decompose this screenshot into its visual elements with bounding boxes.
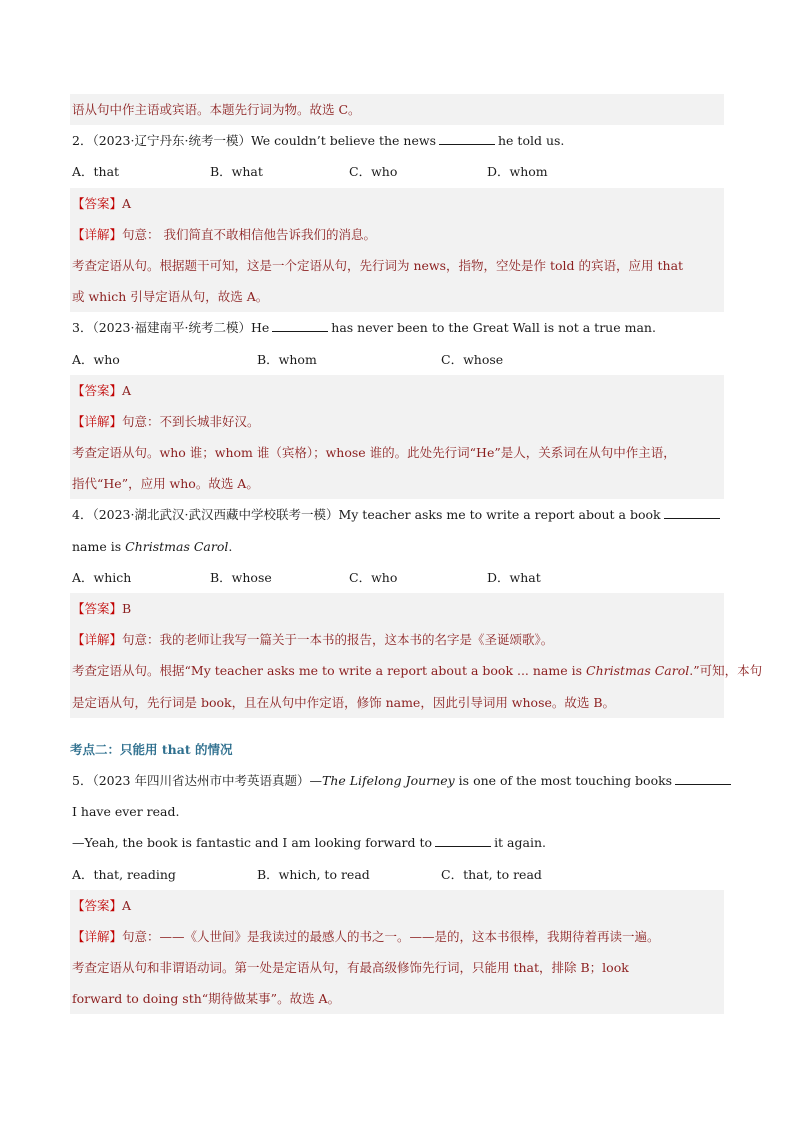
q4-detail-3: 是定语从句，先行词是 book，且在从句中作定语，修饰 name，因此引导词用 whose。故选 B。 bbox=[70, 687, 724, 718]
q5-stem-post: is one of the most touching books bbox=[454, 772, 673, 788]
q3-blank bbox=[272, 319, 328, 332]
q5-detail-label: 【详解】 bbox=[72, 928, 123, 944]
q5-detail-1-text: 句意：——《人世间》是我读过的最感人的书之一。——是的，这本书很棒，我期待着再读一遍。 bbox=[122, 928, 660, 944]
q5-book-title: The Lifelong Journey bbox=[322, 772, 455, 788]
q2-stem-post: he told us. bbox=[498, 133, 565, 149]
q5-option-c: C．that, to read bbox=[441, 866, 542, 882]
q2-option-b: B．what bbox=[210, 164, 263, 180]
q5-options bbox=[70, 859, 724, 890]
q2-detail-3: 或 which 引导定语从句，故选 A。 bbox=[70, 281, 724, 312]
q4-detail-1 bbox=[70, 624, 724, 655]
q5-detail-3: forward to doing sth“期待做某事”。故选 A。 bbox=[70, 983, 724, 1014]
q4-stem-l2-pre: name is bbox=[72, 538, 126, 554]
q2-detail-1-text: 句意： 我们简直不敢相信他告诉我们的消息。 bbox=[122, 226, 376, 242]
q2-option-d: D．whom bbox=[487, 164, 548, 180]
q3-detail-1-text: 句意：不到长城非好汉。 bbox=[122, 413, 260, 429]
q2-option-a: A．that bbox=[72, 164, 120, 180]
q3-stem-post: has never been to the Great Wall is not a true man. bbox=[331, 320, 656, 336]
q2-options bbox=[70, 156, 724, 187]
q2-answer-label: 【答案】 bbox=[72, 195, 123, 211]
q4-detail-2-post: .”可知，本句 bbox=[689, 663, 763, 679]
q5-detail-1 bbox=[70, 921, 724, 952]
q2-answer bbox=[70, 188, 724, 219]
q2-detail-2: 考查定语从句。根据题干可知，这是一个定语从句，先行词为 news，指物，空处是作 told 的宾语，应用 that bbox=[70, 250, 724, 281]
q3-options bbox=[70, 344, 724, 375]
q5-option-a: A．that, reading bbox=[72, 866, 176, 882]
q2-detail-1 bbox=[70, 219, 724, 250]
q5-answer bbox=[70, 890, 724, 921]
q3-detail-label: 【详解】 bbox=[72, 413, 123, 429]
q4-book-title: Christmas Carol bbox=[125, 538, 229, 554]
q3-option-a: A．who bbox=[72, 351, 120, 367]
q5-stem-l3-post: it again. bbox=[494, 835, 546, 851]
q5-option-b: B．which, to read bbox=[257, 866, 370, 882]
q5-answer-label: 【答案】 bbox=[72, 897, 123, 913]
q4-detail-label: 【详解】 bbox=[72, 632, 123, 648]
page bbox=[70, 94, 763, 1014]
q4-detail-2-pre: 考查定语从句。根据“My teacher asks me to write a report about a book ... name is bbox=[72, 663, 586, 679]
q3-option-b: B．whom bbox=[257, 351, 317, 367]
section-heading: 考点二：只能用 that 的情况 bbox=[70, 741, 233, 757]
q3-stem-pre: 3．（2023·福建南平·统考二模）He bbox=[72, 320, 270, 336]
q3-stem bbox=[70, 312, 724, 343]
q4-stem-l2-post: . bbox=[228, 538, 233, 554]
q5-detail-2: 考查定语从句和非谓语动词。第一处是定语从句，有最高级修饰先行词，只能用 that，排除 B；look bbox=[70, 952, 724, 983]
q2-blank bbox=[439, 132, 495, 145]
q4-answer-value: B bbox=[122, 601, 132, 616]
q5-blank-1 bbox=[675, 772, 731, 785]
q4-option-c: C．who bbox=[349, 569, 398, 585]
q5-stem-line-2: I have ever read. bbox=[72, 804, 180, 820]
q3-option-c: C．whose bbox=[441, 351, 504, 367]
q4-answer bbox=[70, 593, 724, 624]
q4-option-d: D．what bbox=[487, 569, 541, 585]
q2-stem bbox=[70, 125, 724, 156]
q4-detail-2 bbox=[70, 655, 763, 686]
q4-detail-1-text: 句意：我的老师让我写一篇关于一本书的报告，这本书的名字是《圣诞颂歌》。 bbox=[122, 632, 554, 648]
q4-stem bbox=[70, 499, 724, 530]
q4-answer-label: 【答案】 bbox=[72, 601, 123, 616]
q4-option-a: A．which bbox=[72, 569, 132, 585]
q4-option-b: B．whose bbox=[210, 569, 272, 585]
q5-answer-value: A bbox=[122, 897, 132, 913]
q1-explanation-tail: 语从句中作主语或宾语。本题先行词为物。故选 C。 bbox=[70, 94, 724, 125]
q4-stem-line-2 bbox=[70, 531, 724, 562]
q3-detail-3: 指代“He”，应用 who。故选 A。 bbox=[70, 468, 724, 499]
q5-blank-2 bbox=[435, 834, 491, 847]
q3-answer bbox=[70, 375, 724, 406]
q2-answer-value: A bbox=[122, 195, 132, 211]
q5-stem-pre: 5．（2023 年四川省达州市中考英语真题）— bbox=[72, 772, 322, 788]
q3-detail-2: 考查定语从句。who 谁；whom 谁（宾格）；whose 谁的。此处先行词“He”是人，关系词在从句中作主语， bbox=[70, 437, 724, 468]
q2-detail-label: 【详解】 bbox=[72, 226, 123, 242]
q3-detail-1 bbox=[70, 406, 724, 437]
q3-answer-value: A bbox=[122, 382, 132, 398]
q2-option-c: C．who bbox=[349, 164, 398, 180]
q4-blank bbox=[664, 506, 720, 519]
q5-stem-l3-pre: —Yeah, the book is fantastic and I am looking forward to bbox=[72, 835, 433, 851]
q5-stem-line-3 bbox=[70, 827, 724, 858]
q4-options bbox=[70, 562, 724, 593]
q4-stem-pre: 4．（2023·湖北武汉·武汉西藏中学校联考一模）My teacher asks me to write a report about a book bbox=[72, 507, 661, 523]
q4-detail-2-title: Christmas Carol bbox=[586, 663, 690, 679]
q2-stem-pre: 2．（2023·辽宁丹东·统考一模）We couldn’t believe the news bbox=[72, 133, 436, 149]
q5-stem bbox=[70, 765, 724, 796]
q3-answer-label: 【答案】 bbox=[72, 382, 123, 398]
